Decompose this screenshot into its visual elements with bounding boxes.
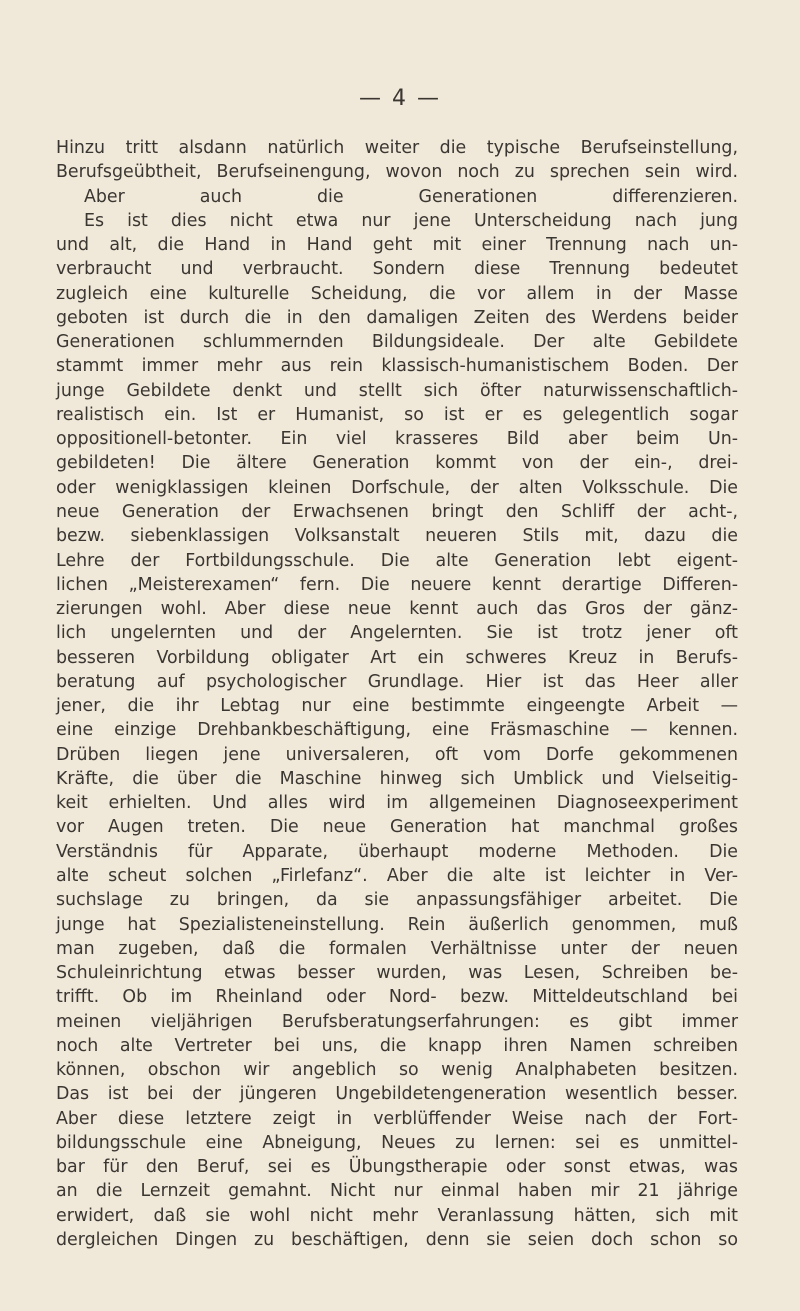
text-line: dergleichen Dingen zu beschäftigen, denn sie seien doch schon so	[56, 1229, 738, 1250]
body-text	[56, 136, 738, 1252]
text-line: Aber auch die Generationen differenzieren.	[84, 186, 738, 207]
text-line: an die Lernzeit gemahnt. Nicht nur einmal haben mir 21 jährige	[56, 1181, 738, 1202]
text-line: Aber diese letztere zeigt in verblüffender Weise nach der Fort-	[56, 1108, 738, 1129]
text-line: junge Gebildete denkt und stellt sich öfter naturwissenschaftlich-	[56, 380, 738, 401]
text-line: können, obschon wir angeblich so wenig Analphabeten besitzen.	[56, 1060, 738, 1081]
text-line: meinen vieljährigen Berufsberatungserfahrungen: es gibt immer	[56, 1011, 738, 1032]
text-line: Generationen schlummernden Bildungsideale. Der alte Gebildete	[56, 332, 738, 353]
text-line: und alt, die Hand in Hand geht mit einer Trennung nach un-	[56, 235, 738, 256]
text-line: erwidert, daß sie wohl nicht mehr Veranlassung hätten, sich mit	[56, 1205, 738, 1226]
text-line: geboten ist durch die in den damaligen Zeiten des Werdens beider	[56, 307, 738, 328]
text-line: verbraucht und verbraucht. Sondern diese Trennung bedeutet	[56, 259, 738, 280]
text-line: Drüben liegen jene universaleren, oft vom Dorfe gekommenen	[56, 744, 738, 765]
text-line: vor Augen treten. Die neue Generation hat manchmal großes	[56, 817, 738, 838]
text-line: gebildeten! Die ältere Generation kommt von der ein-, drei-	[56, 453, 738, 474]
text-line: alte scheut solchen „Firlefanz“. Aber die alte ist leichter in Ver-	[56, 865, 738, 886]
text-line: oppositionell-betonter. Ein viel krasseres Bild aber beim Un-	[56, 429, 738, 450]
text-line: realistisch ein. Ist er Humanist, so ist er es gelegentlich sogar	[56, 404, 738, 425]
text-line: Berufsgeübtheit, Berufseinengung, wovon noch zu sprechen sein wird.	[56, 162, 738, 183]
text-line: man zugeben, daß die formalen Verhältnisse unter der neuen	[56, 938, 738, 959]
text-line: eine einzige Drehbankbeschäftigung, eine Fräsmaschine — kennen.	[56, 720, 738, 741]
text-line: keit erhielten. Und alles wird im allgemeinen Diagnoseexperiment	[56, 793, 738, 814]
text-line: bildungsschule eine Abneigung, Neues zu lernen: sei es unmittel-	[56, 1132, 738, 1153]
text-line: besseren Vorbildung obligater Art ein schweres Kreuz in Berufs-	[56, 647, 738, 668]
text-line: zierungen wohl. Aber diese neue kennt auch das Gros der gänz-	[56, 599, 738, 620]
text-line: lichen „Meisterexamen“ fern. Die neuere kennt derartige Differen-	[56, 574, 738, 595]
text-line: Hinzu tritt alsdann natürlich weiter die typische Berufseinstellung,	[56, 138, 738, 158]
page-number: — 4 —	[359, 86, 441, 111]
text-line: stammt immer mehr aus rein klassisch-humanistischem Boden. Der	[56, 356, 738, 377]
text-line: noch alte Vertreter bei uns, die knapp ihren Namen schreiben	[56, 1035, 738, 1056]
text-line: trifft. Ob im Rheinland oder Nord- bezw. Mitteldeutschland bei	[56, 987, 738, 1008]
text-line: Schuleinrichtung etwas besser wurden, was Lesen, Schreiben be-	[56, 963, 738, 984]
text-line: zugleich eine kulturelle Scheidung, die vor allem in der Masse	[56, 283, 738, 304]
text-line: Es ist dies nicht etwa nur jene Unterscheidung nach jung	[84, 210, 738, 231]
text-line: Kräfte, die über die Maschine hinweg sich Umblick und Vielseitig-	[56, 768, 738, 789]
text-line: beratung auf psychologischer Grundlage. Hier ist das Heer aller	[56, 671, 738, 692]
text-line: Das ist bei der jüngeren Ungebildetengeneration wesentlich besser.	[56, 1084, 738, 1105]
text-line: junge hat Spezialisteneinstellung. Rein äußerlich genommen, muß	[56, 914, 738, 935]
text-line: bezw. siebenklassigen Volksanstalt neueren Stils mit, dazu die	[56, 526, 738, 547]
text-line: suchslage zu bringen, da sie anpassungsfähiger arbeitet. Die	[56, 890, 738, 911]
text-line: jener, die ihr Lebtag nur eine bestimmte eingeengte Arbeit —	[56, 696, 738, 717]
text-line: Verständnis für Apparate, überhaupt moderne Methoden. Die	[56, 841, 738, 862]
text-line: Lehre der Fortbildungsschule. Die alte Generation lebt eigent-	[56, 550, 738, 571]
text-line: lich ungelernten und der Angelernten. Sie ist trotz jener oft	[56, 623, 738, 644]
text-line: oder wenigklassigen kleinen Dorfschule, der alten Volksschule. Die	[56, 477, 738, 498]
text-line: neue Generation der Erwachsenen bringt den Schliff der acht-,	[56, 501, 738, 522]
text-line: bar für den Beruf, sei es Übungstherapie oder sonst etwas, was	[56, 1157, 738, 1178]
